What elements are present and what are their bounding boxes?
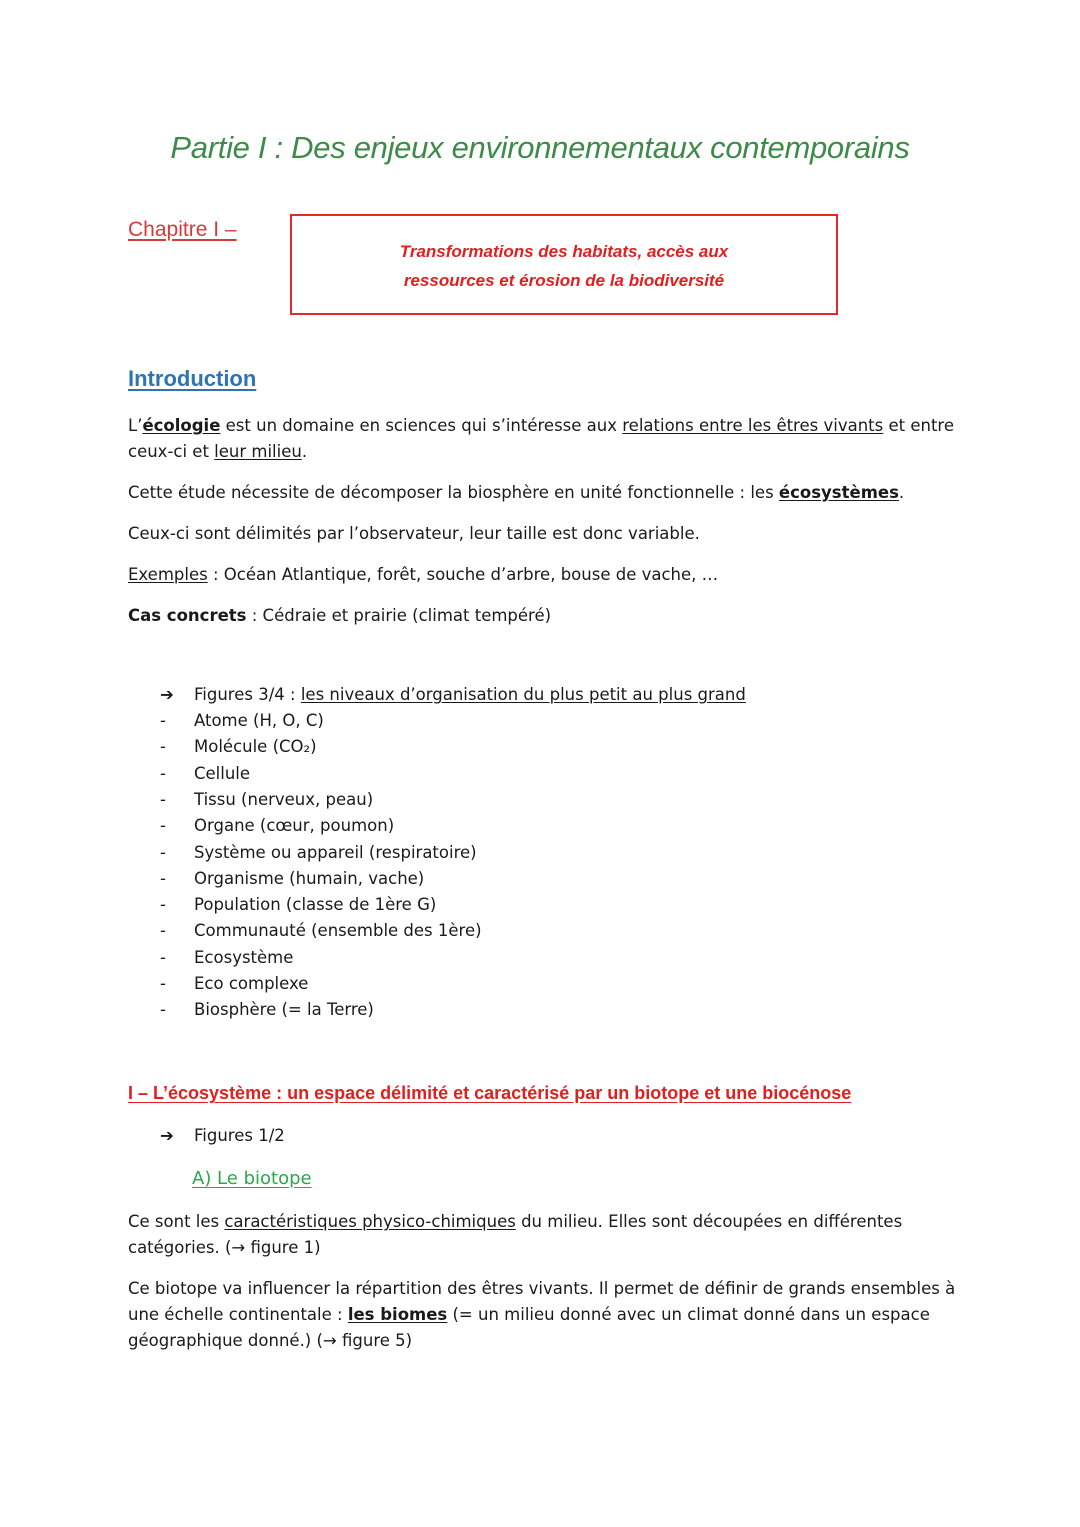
intro-paragraph-4: Exemples : Océan Atlantique, forêt, souche d’arbre, bouse de vache, … bbox=[128, 565, 719, 584]
section-1-heading: I – L’écosystème : un espace délimité et caractérisé par un biotope et une biocénose bbox=[128, 1083, 852, 1103]
biotope-paragraph-1: Ce sont les caractéristiques physico-chimiques du milieu. Elles sont découpées en différentes catégories. (→ figure 1) bbox=[128, 1212, 903, 1257]
introduction-heading: Introduction bbox=[128, 366, 257, 391]
arrow-right-icon: ➔ bbox=[160, 1126, 174, 1145]
intro-paragraph-1: L’écologie est un domaine en sciences qui s’intéresse aux relations entre les êtres vivants et entre ceux-ci et leur milieu. bbox=[128, 416, 954, 461]
biotope-paragraph-2: Ce biotope va influencer la répartition des êtres vivants. Il permet de définir de grands ensembles à une échelle continentale : les biomes (= un milieu donné avec un climat donné dans un espace géographique donné.) (→ figure 5) bbox=[128, 1279, 956, 1350]
organisation-levels-list: - Atome (H, O, C) - Molécule (CO₂) - Cellule - Tissu (nerveux, peau) - Organe (cœur, poumon) - Système ou appareil (respiratoire) - Organisme (humain, vache) - Population (classe de 1ère G) - Communauté (ensemble des 1ère) - Ecosystème - Eco complexe - Biosphère (= la Terre) bbox=[160, 711, 482, 1020]
figures-3-4-line: ➔ Figures 3/4 : les niveaux d’organisation du plus petit au plus grand bbox=[160, 685, 746, 704]
chapter-label: Chapitre I – bbox=[128, 218, 237, 241]
intro-paragraph-2: Cette étude nécessite de décomposer la biosphère en unité fonctionnelle : les écosystèmes. bbox=[128, 483, 905, 502]
page-title: Partie I : Des enjeux environnementaux contemporains bbox=[170, 130, 910, 165]
intro-paragraph-5: Cas concrets : Cédraie et prairie (climat tempéré) bbox=[128, 606, 552, 625]
biotope-subheading: A) Le biotope bbox=[192, 1168, 312, 1189]
arrow-right-icon: ➔ bbox=[160, 685, 174, 704]
chapter-title-line2: ressources et érosion de la biodiversité bbox=[403, 271, 725, 290]
figures-1-2-line: ➔ Figures 1/2 bbox=[160, 1126, 285, 1145]
chapter-title-box bbox=[290, 214, 838, 315]
intro-paragraph-3: Ceux-ci sont délimités par l’observateur, leur taille est donc variable. bbox=[128, 524, 700, 543]
chapter-title-line1: Transformations des habitats, accès aux bbox=[399, 242, 729, 261]
